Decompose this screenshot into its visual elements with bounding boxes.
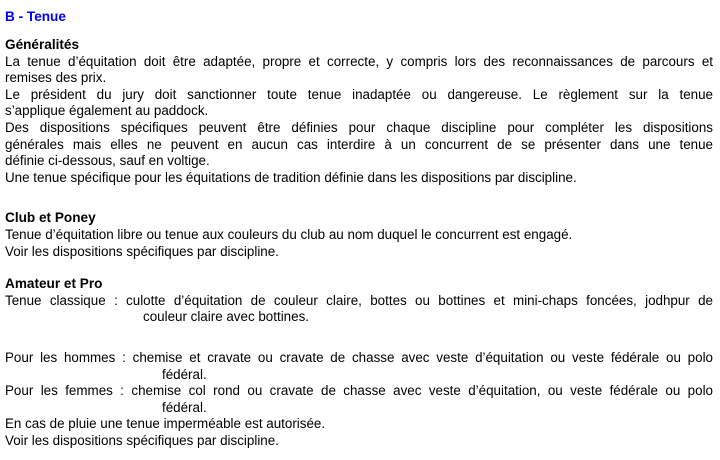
text-line: générales mais elles ne peuvent en aucun cas interdire à un concurrent de se présenter dans une tenue [5, 136, 713, 152]
text-line: Le président du jury doit sanctionner toute tenue inadaptée ou dangereuse. Le règlement sur la tenue [5, 86, 713, 102]
text-line: Des dispositions spécifiques peuvent être définies pour chaque discipline pour compléter les dispositions [5, 119, 713, 135]
heading-generalites: Généralités [5, 37, 80, 52]
text-line: Pour les femmes : chemise col rond ou cravate de chasse avec veste d’équitation, ou veste fédérale ou polo [5, 383, 713, 399]
text-line: Une tenue spécifique pour les équitations de tradition définie dans les dispositions par discipline. [5, 169, 577, 185]
text-line: fédéral. [162, 399, 207, 415]
text-line: La tenue d’équitation doit être adaptée, propre et correcte, y compris lors des reconnaissances de parcours et [5, 53, 713, 69]
text-line: Tenue d’équitation libre ou tenue aux couleurs du club au nom duquel le concurrent est engagé. [5, 226, 573, 242]
text-line: Pour les hommes : chemise et cravate ou cravate de chasse avec veste d’équitation ou veste fédérale ou polo [5, 349, 713, 365]
text-line: s’applique également au paddock. [5, 103, 209, 119]
text-line: remises des prix. [5, 70, 107, 86]
document-title: B - Tenue [5, 9, 66, 24]
text-line: Voir les dispositions spécifiques par discipline. [5, 243, 279, 259]
heading-club-et-poney: Club et Poney [5, 210, 96, 226]
text-line: Tenue classique : culotte d’équitation de couleur claire, bottes ou bottines et mini-chaps foncées, jodhpur de [5, 292, 713, 308]
text-line: couleur claire avec bottines. [143, 309, 309, 325]
text-line: fédéral. [162, 366, 207, 382]
text-line: définie ci-dessous, sauf en voltige. [5, 153, 210, 169]
text-line: En cas de pluie une tenue imperméable est autorisée. [5, 416, 326, 432]
text-line: Voir les dispositions spécifiques par discipline. [5, 432, 279, 448]
heading-amateur-et-pro: Amateur et Pro [5, 276, 103, 292]
